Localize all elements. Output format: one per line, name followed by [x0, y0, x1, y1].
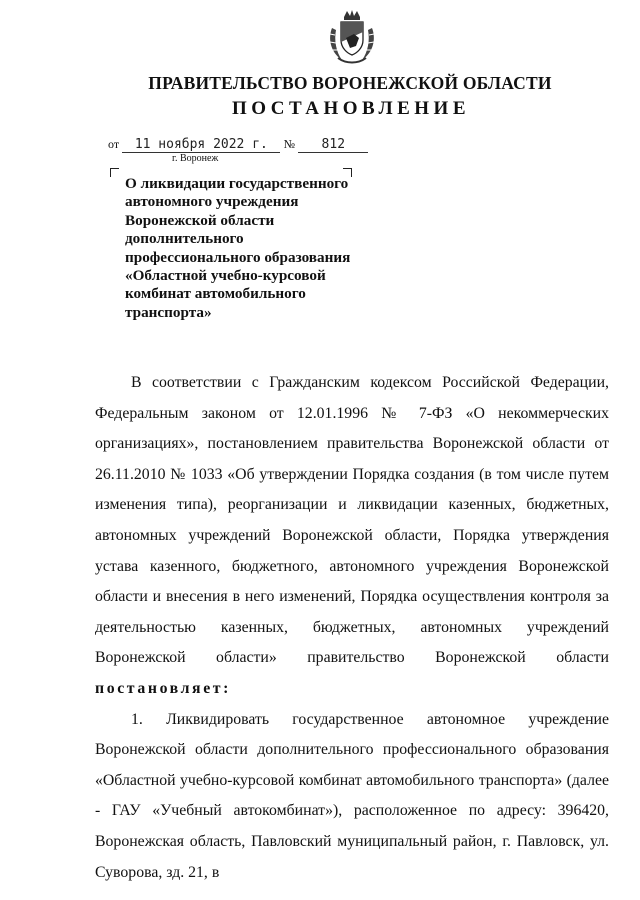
voronezh-coat-of-arms-icon: [326, 8, 378, 66]
document-meta: [108, 136, 368, 153]
document-body: [95, 368, 609, 888]
subject-bracket-left: [110, 168, 119, 177]
subject-line: профессионального образования: [125, 248, 351, 266]
subject-line: автономного учреждения: [125, 193, 299, 211]
preamble-paragraph: [95, 368, 609, 705]
document-number: 812: [298, 138, 368, 153]
document-subject: [125, 175, 375, 322]
document-date: 11 ноября 2022 г.: [122, 138, 280, 153]
subject-line: дополнительного: [125, 230, 244, 248]
preamble-text: В соответствии с Гражданским кодексом Российской Федерации, Федеральным законом от 12.01.1996 № 7-ФЗ «О некоммерческих организациях», постановлением правительства Воронежской области от 26.11.2010 № 1033 «Об утверждении Порядка создания (в том числе путем изменения типа), реорганизации и ликвидации казенных, бюджетных, автономных учреждений Воронежской области, Порядка утверждения устава казенного, бюджетного, автономного учреждения Воронежской области и внесения в него изменений, Порядка осуществления контроля за деятельностью казенных, бюджетных, автономных учреждений Воронежской области» правительство Воронежской области: [95, 374, 609, 667]
document-type: ПОСТАНОВЛЕНИЕ: [231, 98, 471, 119]
government-name: ПРАВИТЕЛЬСТВО ВОРОНЕЖСКОЙ ОБЛАСТИ: [148, 73, 552, 93]
subject-line: Воронежской области: [125, 211, 275, 229]
subject-line: О ликвидации государственного: [125, 175, 349, 192]
subject-line: транспорта»: [125, 303, 212, 321]
subject-line: комбинат автомобильного: [125, 285, 306, 303]
decree-word: постановляет:: [95, 679, 232, 697]
city-name: г. Воронеж: [172, 153, 219, 164]
number-label: №: [283, 137, 296, 151]
subject-line: «Областной учебно-курсовой: [125, 267, 326, 285]
item-1-paragraph: 1. Ликвидировать государственное автономное учреждение Воронежской области дополнительного профессионального образования «Областной учебно-курсовой комбинат автомобильного транспорта» (далее - ГАУ «Учебный автокомбинат»), расположенное по адресу: 396420, Воронежская область, Павловский муниципальный район, г. Павловск, ул. Суворова, зд. 21, в: [95, 710, 609, 881]
date-label: от: [108, 137, 120, 151]
